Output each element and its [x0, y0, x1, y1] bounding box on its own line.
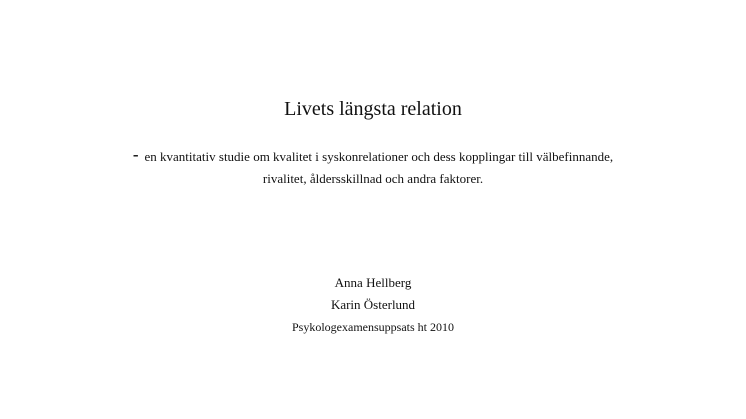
document-subtitle [0, 145, 746, 190]
author-block [0, 272, 746, 338]
thesis-info: Psykologexamensuppsats ht 2010 [292, 320, 454, 334]
author-name: Anna Hellberg [334, 275, 412, 290]
document-title: Livets längsta relation [284, 98, 462, 120]
subtitle-line-2: rivalitet, åldersskillnad och andra faktorer. [262, 171, 484, 186]
author-name: Karin Österlund [330, 297, 416, 312]
subtitle-text-1: en kvantitativ studie om kvalitet i syskonrelationer och dess kopplingar till välbefinnande, [144, 149, 614, 164]
subtitle-dash: - [132, 145, 139, 164]
subtitle-line-1 [0, 145, 746, 168]
